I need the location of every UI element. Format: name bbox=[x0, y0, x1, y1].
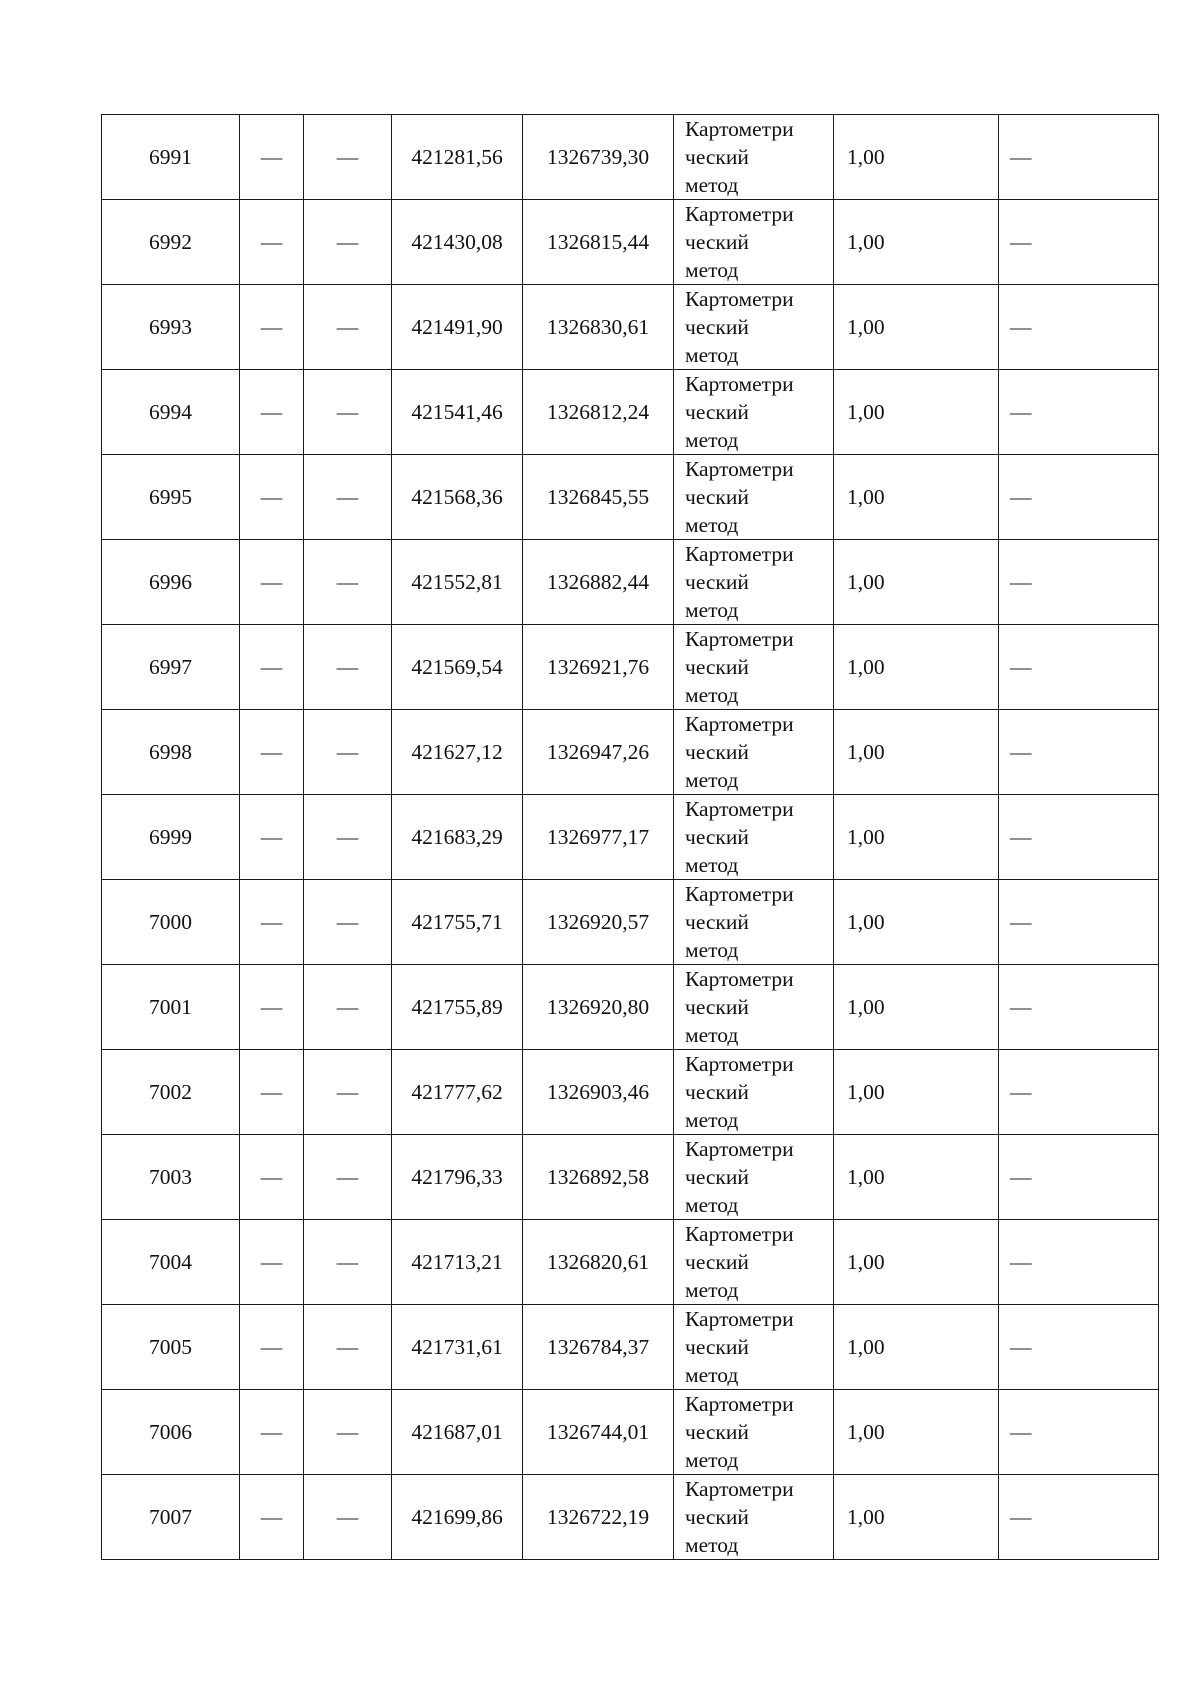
method-cell bbox=[674, 1390, 834, 1475]
coordinate-y-cell: 1326920,80 bbox=[523, 965, 674, 1050]
empty-dash-cell: — bbox=[240, 285, 304, 370]
table-row bbox=[102, 455, 1159, 540]
empty-dash-cell: — bbox=[240, 1475, 304, 1560]
empty-dash-cell: — bbox=[304, 880, 392, 965]
empty-dash-cell: — bbox=[999, 1050, 1159, 1135]
coordinate-x-cell: 421568,36 bbox=[392, 455, 523, 540]
table-row bbox=[102, 1220, 1159, 1305]
method-cell bbox=[674, 1305, 834, 1390]
empty-dash-cell: — bbox=[304, 1305, 392, 1390]
method-text-line: ческий bbox=[685, 570, 749, 594]
empty-dash-cell: — bbox=[304, 795, 392, 880]
method-cell bbox=[674, 965, 834, 1050]
empty-dash-cell: — bbox=[999, 1135, 1159, 1220]
method-text-line: метод bbox=[685, 768, 739, 792]
accuracy-cell: 1,00 bbox=[834, 1475, 999, 1560]
method-cell bbox=[674, 625, 834, 710]
empty-dash-cell: — bbox=[240, 1390, 304, 1475]
empty-dash-cell: — bbox=[999, 1390, 1159, 1475]
empty-dash-cell: — bbox=[304, 1390, 392, 1475]
method-text-line: метод bbox=[685, 1448, 739, 1472]
point-number-cell: 6992 bbox=[102, 200, 240, 285]
method-text-line: ческий bbox=[685, 740, 749, 764]
accuracy-cell: 1,00 bbox=[834, 540, 999, 625]
coordinate-x-cell: 421777,62 bbox=[392, 1050, 523, 1135]
method-text-line: ческий bbox=[685, 1165, 749, 1189]
empty-dash-cell: — bbox=[999, 1220, 1159, 1305]
empty-dash-cell: — bbox=[999, 285, 1159, 370]
method-text-line: Картометри bbox=[685, 797, 794, 821]
coordinate-y-cell: 1326784,37 bbox=[523, 1305, 674, 1390]
empty-dash-cell: — bbox=[304, 1475, 392, 1560]
coordinate-y-cell: 1326921,76 bbox=[523, 625, 674, 710]
empty-dash-cell: — bbox=[240, 965, 304, 1050]
empty-dash-cell: — bbox=[240, 115, 304, 200]
table-row bbox=[102, 1305, 1159, 1390]
empty-dash-cell: — bbox=[999, 625, 1159, 710]
empty-dash-cell: — bbox=[304, 455, 392, 540]
empty-dash-cell: — bbox=[240, 455, 304, 540]
method-text-line: Картометри bbox=[685, 372, 794, 396]
coordinate-x-cell: 421755,89 bbox=[392, 965, 523, 1050]
empty-dash-cell: — bbox=[999, 1305, 1159, 1390]
method-text-line: ческий bbox=[685, 315, 749, 339]
point-number-cell: 7002 bbox=[102, 1050, 240, 1135]
table-row bbox=[102, 540, 1159, 625]
empty-dash-cell: — bbox=[240, 710, 304, 795]
point-number-cell: 6991 bbox=[102, 115, 240, 200]
point-number-cell: 6999 bbox=[102, 795, 240, 880]
method-cell bbox=[674, 455, 834, 540]
empty-dash-cell: — bbox=[999, 880, 1159, 965]
table-row bbox=[102, 965, 1159, 1050]
table-row bbox=[102, 200, 1159, 285]
coordinate-x-cell: 421713,21 bbox=[392, 1220, 523, 1305]
accuracy-cell: 1,00 bbox=[834, 710, 999, 795]
table-row bbox=[102, 625, 1159, 710]
method-cell bbox=[674, 1475, 834, 1560]
point-number-cell: 7001 bbox=[102, 965, 240, 1050]
empty-dash-cell: — bbox=[304, 710, 392, 795]
empty-dash-cell: — bbox=[999, 1475, 1159, 1560]
coordinate-x-cell: 421699,86 bbox=[392, 1475, 523, 1560]
empty-dash-cell: — bbox=[240, 1220, 304, 1305]
coordinate-y-cell: 1326812,24 bbox=[523, 370, 674, 455]
accuracy-cell: 1,00 bbox=[834, 1135, 999, 1220]
method-text-line: Картометри bbox=[685, 712, 794, 736]
accuracy-cell: 1,00 bbox=[834, 115, 999, 200]
empty-dash-cell: — bbox=[304, 285, 392, 370]
method-cell bbox=[674, 710, 834, 795]
point-number-cell: 7000 bbox=[102, 880, 240, 965]
method-text-line: Картометри bbox=[685, 1222, 794, 1246]
method-cell bbox=[674, 1135, 834, 1220]
accuracy-cell: 1,00 bbox=[834, 285, 999, 370]
table-body bbox=[102, 115, 1159, 1560]
point-number-cell: 6997 bbox=[102, 625, 240, 710]
method-text-line: Картометри bbox=[685, 542, 794, 566]
method-cell bbox=[674, 795, 834, 880]
empty-dash-cell: — bbox=[304, 1135, 392, 1220]
table-row bbox=[102, 1390, 1159, 1475]
method-text-line: Картометри bbox=[685, 882, 794, 906]
empty-dash-cell: — bbox=[304, 1050, 392, 1135]
method-text-line: Картометри bbox=[685, 202, 794, 226]
method-text-line: ческий bbox=[685, 1420, 749, 1444]
method-text-line: метод bbox=[685, 428, 739, 452]
coordinate-y-cell: 1326815,44 bbox=[523, 200, 674, 285]
point-number-cell: 7003 bbox=[102, 1135, 240, 1220]
table-row bbox=[102, 795, 1159, 880]
method-text-line: метод bbox=[685, 938, 739, 962]
empty-dash-cell: — bbox=[240, 370, 304, 455]
coordinate-x-cell: 421755,71 bbox=[392, 880, 523, 965]
method-text-line: ческий bbox=[685, 655, 749, 679]
method-text-line: метод bbox=[685, 513, 739, 537]
table-row bbox=[102, 1135, 1159, 1220]
point-number-cell: 6996 bbox=[102, 540, 240, 625]
method-text-line: Картометри bbox=[685, 627, 794, 651]
method-text-line: метод bbox=[685, 1533, 739, 1557]
method-text-line: ческий bbox=[685, 995, 749, 1019]
coordinate-y-cell: 1326820,61 bbox=[523, 1220, 674, 1305]
point-number-cell: 6998 bbox=[102, 710, 240, 795]
accuracy-cell: 1,00 bbox=[834, 965, 999, 1050]
method-cell bbox=[674, 1050, 834, 1135]
method-text-line: Картометри bbox=[685, 1052, 794, 1076]
coordinate-x-cell: 421491,90 bbox=[392, 285, 523, 370]
method-text-line: ческий bbox=[685, 485, 749, 509]
method-cell bbox=[674, 285, 834, 370]
method-text-line: ческий bbox=[685, 1250, 749, 1274]
coordinates-table bbox=[101, 114, 1159, 1560]
empty-dash-cell: — bbox=[304, 540, 392, 625]
coordinate-y-cell: 1326947,26 bbox=[523, 710, 674, 795]
method-text-line: метод bbox=[685, 1363, 739, 1387]
method-text-line: ческий bbox=[685, 230, 749, 254]
coordinate-y-cell: 1326882,44 bbox=[523, 540, 674, 625]
empty-dash-cell: — bbox=[304, 200, 392, 285]
method-text-line: метод bbox=[685, 853, 739, 877]
empty-dash-cell: — bbox=[240, 1305, 304, 1390]
method-text-line: метод bbox=[685, 258, 739, 282]
empty-dash-cell: — bbox=[999, 965, 1159, 1050]
method-text-line: метод bbox=[685, 173, 739, 197]
coordinate-y-cell: 1326722,19 bbox=[523, 1475, 674, 1560]
coordinate-x-cell: 421430,08 bbox=[392, 200, 523, 285]
coordinate-x-cell: 421687,01 bbox=[392, 1390, 523, 1475]
accuracy-cell: 1,00 bbox=[834, 625, 999, 710]
accuracy-cell: 1,00 bbox=[834, 1050, 999, 1135]
method-text-line: Картометри bbox=[685, 1137, 794, 1161]
point-number-cell: 7007 bbox=[102, 1475, 240, 1560]
table-row bbox=[102, 1475, 1159, 1560]
coordinate-x-cell: 421683,29 bbox=[392, 795, 523, 880]
method-text-line: ческий bbox=[685, 825, 749, 849]
method-cell bbox=[674, 200, 834, 285]
coordinate-y-cell: 1326977,17 bbox=[523, 795, 674, 880]
accuracy-cell: 1,00 bbox=[834, 795, 999, 880]
method-text-line: метод bbox=[685, 1193, 739, 1217]
method-cell bbox=[674, 1220, 834, 1305]
empty-dash-cell: — bbox=[304, 625, 392, 710]
coordinate-y-cell: 1326903,46 bbox=[523, 1050, 674, 1135]
method-cell bbox=[674, 540, 834, 625]
method-text-line: Картометри bbox=[685, 287, 794, 311]
method-text-line: ческий bbox=[685, 400, 749, 424]
method-text-line: ческий bbox=[685, 1080, 749, 1104]
coordinate-x-cell: 421541,46 bbox=[392, 370, 523, 455]
method-text-line: ческий bbox=[685, 1335, 749, 1359]
method-text-line: Картометри bbox=[685, 117, 794, 141]
method-cell bbox=[674, 880, 834, 965]
coordinate-y-cell: 1326892,58 bbox=[523, 1135, 674, 1220]
coordinate-y-cell: 1326920,57 bbox=[523, 880, 674, 965]
accuracy-cell: 1,00 bbox=[834, 1390, 999, 1475]
method-text-line: ческий bbox=[685, 145, 749, 169]
method-text-line: Картометри bbox=[685, 967, 794, 991]
empty-dash-cell: — bbox=[999, 200, 1159, 285]
method-text-line: метод bbox=[685, 343, 739, 367]
point-number-cell: 7004 bbox=[102, 1220, 240, 1305]
empty-dash-cell: — bbox=[240, 200, 304, 285]
table-row bbox=[102, 880, 1159, 965]
coordinate-x-cell: 421569,54 bbox=[392, 625, 523, 710]
empty-dash-cell: — bbox=[999, 455, 1159, 540]
method-text-line: метод bbox=[685, 1108, 739, 1132]
method-text-line: Картометри bbox=[685, 457, 794, 481]
method-text-line: метод bbox=[685, 598, 739, 622]
table-row bbox=[102, 1050, 1159, 1135]
coordinate-y-cell: 1326739,30 bbox=[523, 115, 674, 200]
method-text-line: Картометри bbox=[685, 1477, 794, 1501]
coordinate-x-cell: 421627,12 bbox=[392, 710, 523, 795]
empty-dash-cell: — bbox=[999, 115, 1159, 200]
coordinate-x-cell: 421731,61 bbox=[392, 1305, 523, 1390]
table-row bbox=[102, 370, 1159, 455]
empty-dash-cell: — bbox=[304, 370, 392, 455]
method-text-line: Картометри bbox=[685, 1307, 794, 1331]
accuracy-cell: 1,00 bbox=[834, 880, 999, 965]
point-number-cell: 6995 bbox=[102, 455, 240, 540]
table-row bbox=[102, 285, 1159, 370]
empty-dash-cell: — bbox=[240, 1050, 304, 1135]
method-text-line: метод bbox=[685, 1023, 739, 1047]
coordinate-y-cell: 1326830,61 bbox=[523, 285, 674, 370]
accuracy-cell: 1,00 bbox=[834, 455, 999, 540]
method-cell bbox=[674, 370, 834, 455]
empty-dash-cell: — bbox=[240, 540, 304, 625]
empty-dash-cell: — bbox=[304, 965, 392, 1050]
accuracy-cell: 1,00 bbox=[834, 200, 999, 285]
empty-dash-cell: — bbox=[999, 795, 1159, 880]
method-text-line: Картометри bbox=[685, 1392, 794, 1416]
method-text-line: ческий bbox=[685, 910, 749, 934]
point-number-cell: 7006 bbox=[102, 1390, 240, 1475]
method-text-line: метод bbox=[685, 683, 739, 707]
empty-dash-cell: — bbox=[304, 1220, 392, 1305]
table-row bbox=[102, 710, 1159, 795]
coordinate-x-cell: 421552,81 bbox=[392, 540, 523, 625]
empty-dash-cell: — bbox=[240, 795, 304, 880]
accuracy-cell: 1,00 bbox=[834, 1305, 999, 1390]
empty-dash-cell: — bbox=[240, 625, 304, 710]
point-number-cell: 7005 bbox=[102, 1305, 240, 1390]
point-number-cell: 6993 bbox=[102, 285, 240, 370]
empty-dash-cell: — bbox=[240, 880, 304, 965]
accuracy-cell: 1,00 bbox=[834, 370, 999, 455]
point-number-cell: 6994 bbox=[102, 370, 240, 455]
coordinate-x-cell: 421796,33 bbox=[392, 1135, 523, 1220]
method-cell bbox=[674, 115, 834, 200]
coordinate-y-cell: 1326845,55 bbox=[523, 455, 674, 540]
table-row bbox=[102, 115, 1159, 200]
empty-dash-cell: — bbox=[304, 115, 392, 200]
empty-dash-cell: — bbox=[240, 1135, 304, 1220]
empty-dash-cell: — bbox=[999, 370, 1159, 455]
coordinate-x-cell: 421281,56 bbox=[392, 115, 523, 200]
accuracy-cell: 1,00 bbox=[834, 1220, 999, 1305]
empty-dash-cell: — bbox=[999, 710, 1159, 795]
method-text-line: ческий bbox=[685, 1505, 749, 1529]
coordinate-y-cell: 1326744,01 bbox=[523, 1390, 674, 1475]
empty-dash-cell: — bbox=[999, 540, 1159, 625]
method-text-line: метод bbox=[685, 1278, 739, 1302]
